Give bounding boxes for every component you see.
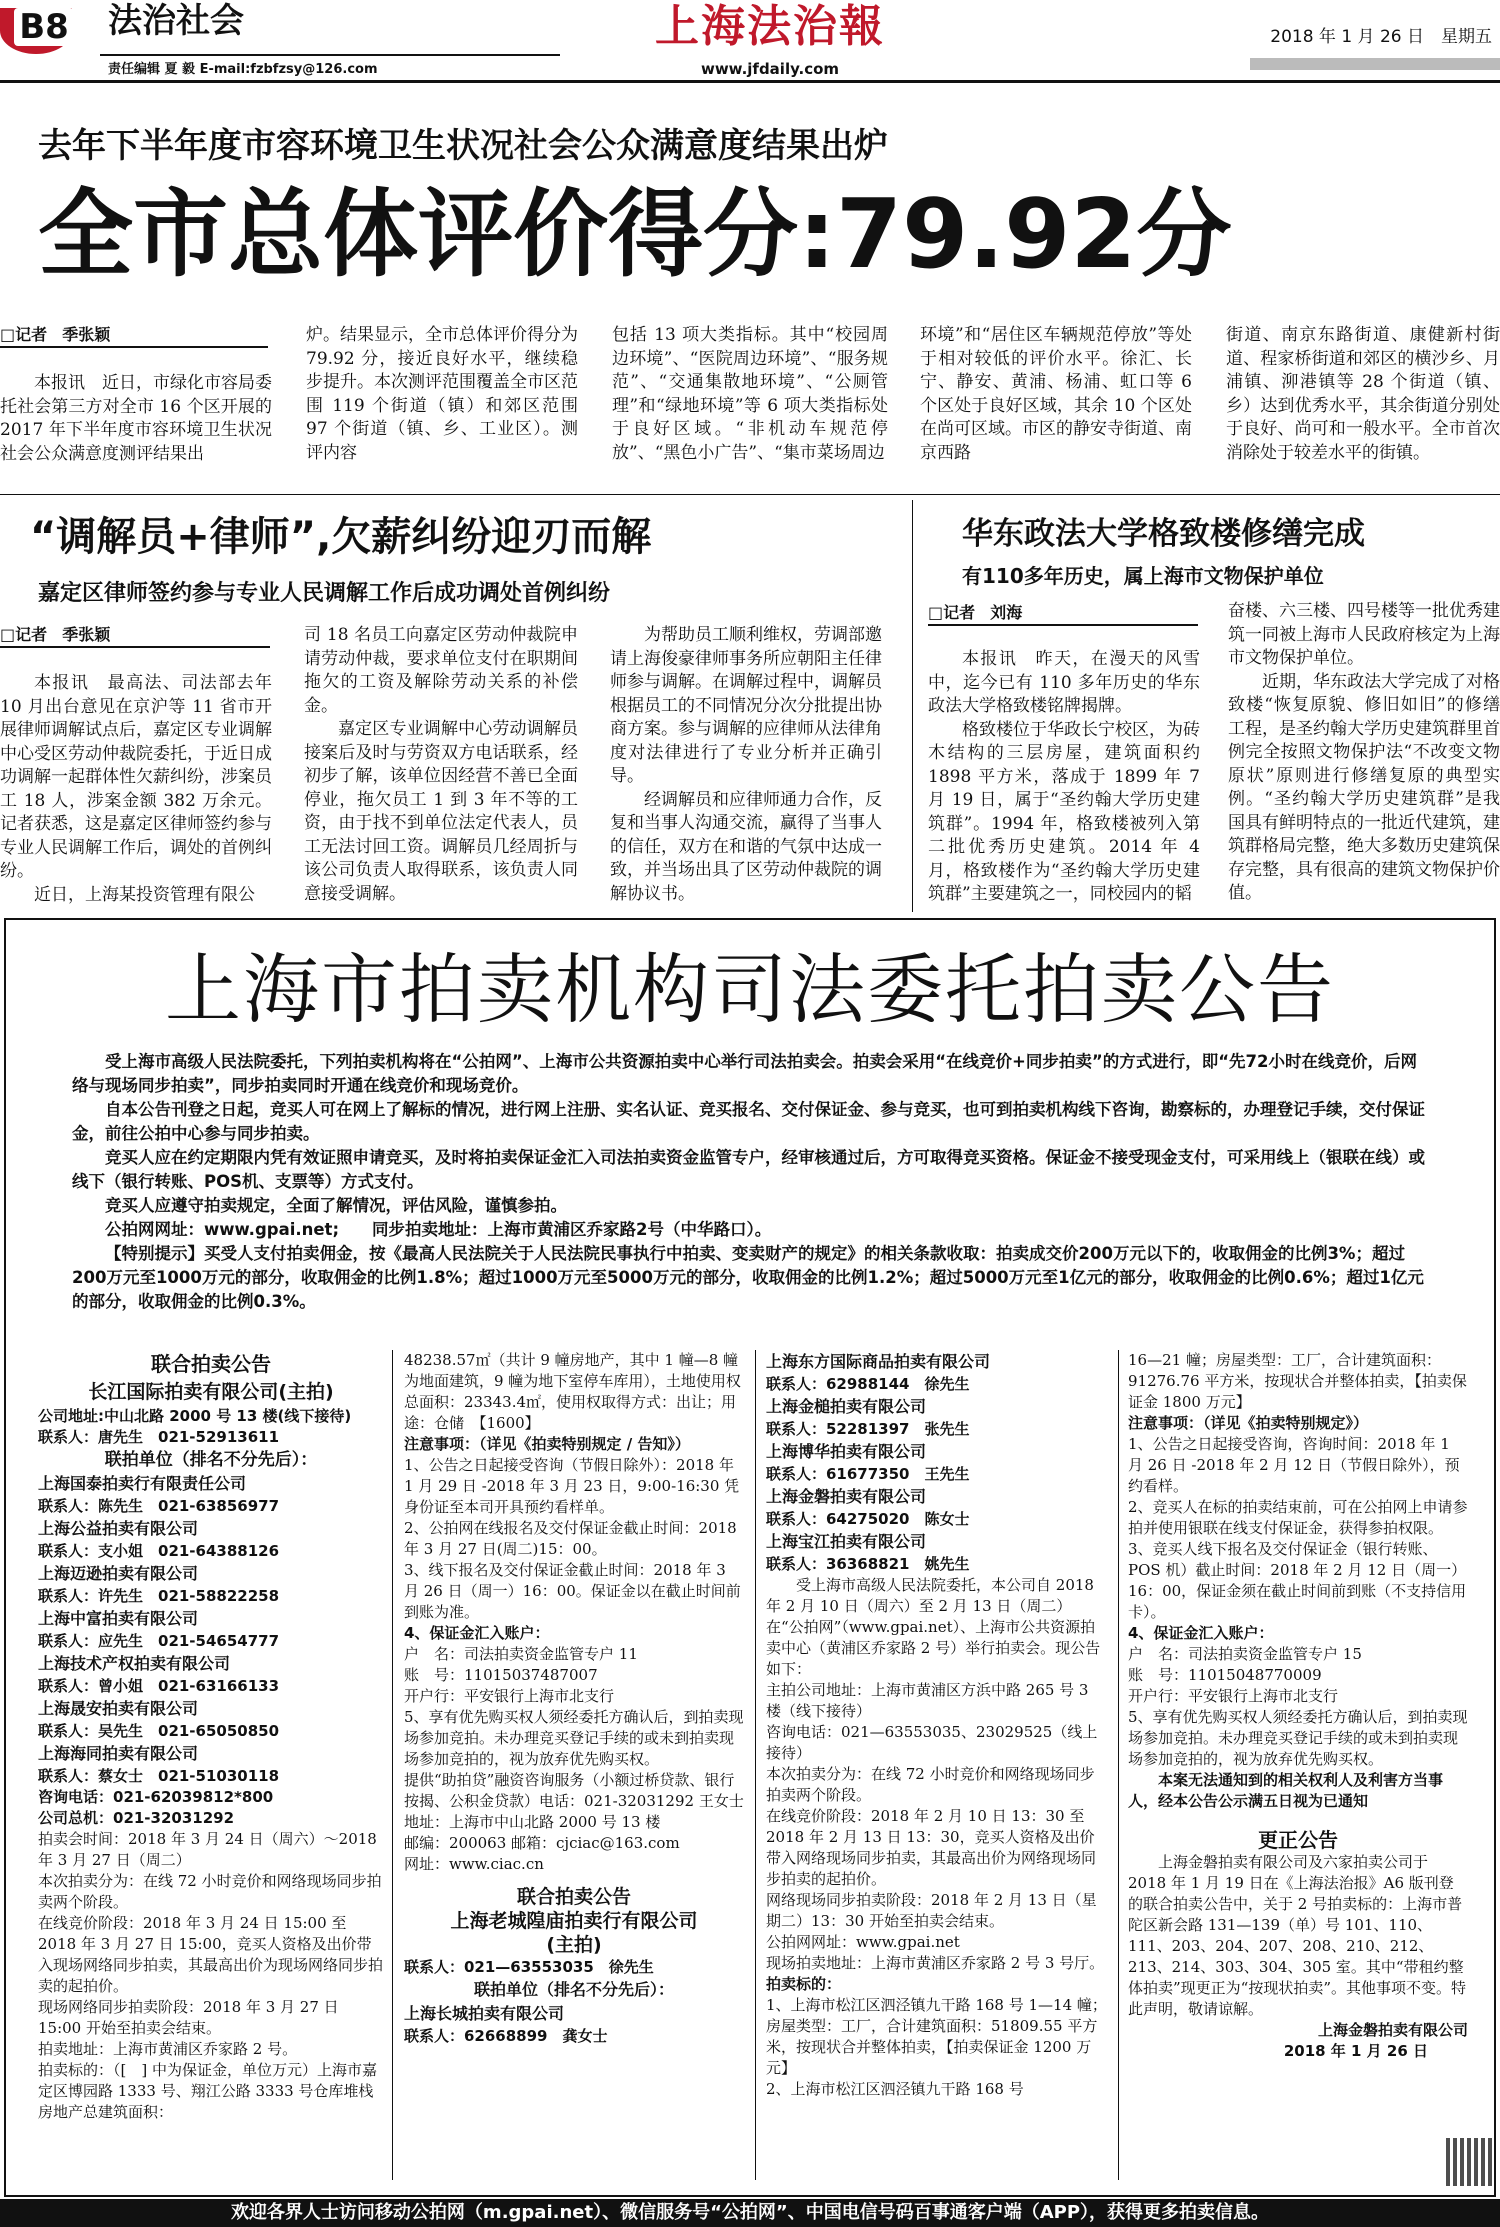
auction-firm-contact: 联系人：许先生 021-58822258 [38,1587,280,1605]
notice-title: 上海市拍卖机构司法委托拍卖公告 [165,945,1335,1034]
auction-firm-contact: 联系人：曾小姐 021-63166133 [38,1677,280,1695]
reporter-label: □记者 [928,603,976,622]
section-name: 法治社会 [108,1,244,41]
auction-firm-name: 上海晟安拍卖有限公司 [38,1699,199,1718]
auction-col4: 16—21 幢；房屋类型：工厂，合计建筑面积：91276.76 平方米，按现状合并整体拍卖，【拍卖保证金 1800 万元】 注意事项：（详见《拍卖特别规定》） 1、公告之日起接受咨询，咨询时间：2018 年 1 月 26 日 -2018 年 2 月 12 日（节假日除外），预约看样。 2、竞买人在标的拍卖结束前，可在公拍网上申请参拍并使用银联在线支付保证金，获得参拍权限。 3、竞买人线下报名及交付保证金（银行转账、POS 机）截止时间：2018 年 2 月 12 日（周一）16：00，保证金须在截止时间前到账（不支持信用卡）。 4、保证金汇入账户： 户 名：司法拍卖资金监管专户 15 账 号：11015048770009 开户行：平安银行上海市北支行 5、享有优先购买权人须经委托方确认后，到拍卖现场参加竞拍。未办理竞买登记手续的或未到拍卖现场参加竞拍的，视为放弃优先购买权。 本案无法通知到的相关权利人及利害方当事人，经本公告公示满五日视为已通知 更正公告 上海金磐拍卖有限公司及六家拍卖公司于 2018 年 1 月 19 日在《上海法治报》A6 版刊登的联合拍卖公告中，关于 2 号拍卖标的：上海市普陀区新会路 131—139（单）号 101、110、111、203、204、207、208、210、212、213、214、303、304、305 室。其中“带租约整体拍卖”现更正为“按现状拍卖”。其他事项不变。特此声明，敬请谅解。 上海金磐拍卖有限公司 2018 年 1 月 26 日 [1128,1351,1468,2060]
auction-firm-contact: 联系人：61677350 王先生 [766,1465,970,1483]
masthead-rule [100,54,560,56]
editor-line: 责任编辑 夏 毅 E-mail:fzbfzsy@126.com [108,62,378,77]
auction-firm-contact: 联系人：支小姐 021-64388126 [38,1542,280,1560]
auction-col2: 48238.57㎡（共计 9 幢房地产，其中 1 幢—8 幢为地面建筑，9 幢为地下室停车库用），土地使用权总面积：23343.4㎡，使用权取得方式：出让；用途：仓储 【1600】 注意事项：（详见《拍卖特别规定 / 告知》） 1、公告之日起接受咨询（节假日除外）：2018 年 1 月 29 日 -2018 年 3 月 23 日，9:00-16:30 凭身份证至本司开具预约看样单。 2、公拍网在线报名及交付保证金截止时间：2018 年 3 月 27 日(周二)15：00。 3、线下报名及交付保证金截止时间：2018 年 3 月 26 日（周一）16：00。保证金以在截止时间前到账为准。 4、保证金汇入账户： 户 名：司法拍卖资金监管专户 11 账 号：11015037487007 开户行：平安银行上海市北支行 5、享有优先购买权人须经委托方确认后，到拍卖现场参加竞拍。未办理竞买登记手续的或未到拍卖现场参加竞拍的，视为放弃优先购买权。 提供“助拍贷”融资咨询服务（小额过桥贷款、银行按揭、公积金贷款）电话：021-32031292 王女士 地址：上海市中山北路 2000 号 13 楼 邮编：200063 邮箱：cjciac@163.com 网址：www.ciac.cn 联合拍卖公告 上海老城隍庙拍卖行有限公司 (主拍) 联系人：021—63553035 徐先生 联拍单位（排名不分先后）： 上海长城拍卖有限公司 联系人：62668899 龚女士 [404,1351,744,2045]
auction-firm-contact: 联系人：应先生 021-54654777 [38,1632,280,1650]
article2-subhead: 嘉定区律师签约参与专业人民调解工作后成功调处首例纠纷 [38,581,611,606]
article3-col2: 奋楼、六三楼、四号楼等一批优秀建筑一同被上海市人民政府核定为上海市文物保护单位。 近期，华东政法大学完成了对格致楼“恢复原貌、修旧如旧”的修缮工程，是圣约翰大学历史建筑群里首例完全按照文物保护法“不改变文物原状”原则进行修缮复原的典型实例。“圣约翰大学历史建筑群”是我国具有鲜明特点的一批近代建筑，建筑群格局完整，绝大多数历史建筑保存完整，具有很高的建筑文物保护价值。 [1228,601,1500,903]
auction-firm-name: 上海公益拍卖有限公司 [38,1519,199,1538]
auction-firm-contact: 联系人：64275020 陈女士 [766,1510,970,1528]
auction-firm-name: 上海迈逊拍卖有限公司 [38,1564,199,1583]
website: www.jfdaily.com [700,60,840,78]
section-badge-label: B8 [14,8,74,46]
masthead-gray-rule [1250,58,1500,70]
article1-col3: 包括 13 项大类指标。其中“校园周边环境”、“医院周边环境”、“服务规范”、“交通集散地环境”、“公厕管理”和“绿地环境”等 6 项大类指标处于良好区域。“非机动车规范停放”、“黑色小广告”、“集市菜场周边 [612,325,888,463]
paper-name: 上海法治報 [655,1,885,52]
article3-col1: 本报讯 昨天，在漫天的风雪中，迄今已有 110 多年历史的华东政法大学格致楼铭牌揭牌。 格致楼位于华政长宁校区，为砖木结构的三层房屋，建筑面积约 1898 平方米，落成于 1899 年 7 月 19 日，属于“圣约翰大学历史建筑群”。1994 年，格致楼被列入第二批优秀历史建筑。2014 年 4 月，格致楼作为“圣约翰大学历史建筑群”主要建筑之一，同校园内的韬 [928,649,1200,904]
masthead-bottom-rule [0,80,1500,83]
auction-firm-name: 上海技术产权拍卖有限公司 [38,1654,231,1673]
auction-col1: 联合拍卖公告 长江国际拍卖有限公司(主拍) 公司地址:中山北路 2000 号 13 楼(线下接待) 联系人：唐先生 021-52913611 联拍单位（排名不分先后）： 上海国泰拍卖行有限责任公司 联系人：陈先生 021-63856977 上海公益拍卖有限公司 联系人：支小姐 021-64388126 上海迈逊拍卖有限公司 联系人：许先生 021-58822258 上海中富拍卖有限公司 联系人：应先生 021-54654777 上海技术产权拍卖有限公司 联系人：曾小姐 021-63166133 上海晟安拍卖有限公司 联系人：吴先生 021-65050850 上海海同拍卖有限公司 联系人：蔡女士 021-51030118 咨询电话：021-62039812*800 公司总机：021-32031292 拍卖会时间：2018 年 3 月 24 日（周六）～2018 年 3 月 27 日（周二） 本次拍卖分为：在线 72 小时竞价和网络现场同步拍卖两个阶段。 在线竞价阶段：2018 年 3 月 24 日 15:00 至 2018 年 3 月 27 日 15:00，竞买人资格及出价带入现场网络同步拍卖，其最高出价为现场网络同步拍卖的起拍价。 现场网络同步拍卖阶段：2018 年 3 月 27 日 15:00 开始至拍卖会结束。 拍卖地址：上海市黄浦区乔家路 2 号。 拍卖标的：（[ ] 中为保证金，单位万元）上海市嘉定区博园路 1333 号、翔江公路 3333 号仓库堆栈房地产总建筑面积： [38,1352,384,2121]
auction-firm-contact: 联系人：蔡女士 021-51030118 [38,1767,280,1785]
article2-col1: 本报讯 最高法、司法部去年 10 月出台意见在京沪等 11 省市开展律师调解试点后，嘉定区专业调解中心受区劳动仲裁院委托，于近日成功调解一起群体性欠薪纠纷，涉案员工 18 人，涉案金额 382 万余元。记者获悉，这是嘉定区律师签约参与专业人民调解工作后，调处的首例纠纷。 近日，上海某投资管理有限公 [0,673,272,905]
auction-firm-name: 上海金槌拍卖有限公司 [766,1397,927,1416]
reporter-name: 刘海 [990,603,1023,622]
reporter-label: □记者 [0,625,48,644]
issue-date: 2018 年 1 月 26 日 星期五 [1270,27,1492,47]
article1-kicker: 去年下半年度市容环境卫生状况社会公众满意度结果出炉 [38,126,888,166]
article2-headline: “调解员+律师”,欠薪纠纷迎刃而解 [30,514,652,560]
auction-col3: 上海东方国际商品拍卖有限公司 联系人：62988144 徐先生 上海金槌拍卖有限公司 联系人：52281397 张先生 上海博华拍卖有限公司 联系人：61677350 王先生 上海金磐拍卖有限公司 联系人：64275020 陈女士 上海宝江拍卖有限公司 联系人：36368821 姚先生 受上海市高级人民法院委托，本公司自 2018 年 2 月 10 日（周六）至 2 月 13 日（周二）在“公拍网”（www.gpai.net）、上海市公共资源拍卖中心（黄浦区乔家路 2 号）举行拍卖会。现公告如下： 主拍公司地址：上海市黄浦区方浜中路 265 号 3 楼（线下接待） 咨询电话：021—63553035、23029525（线上接待） 本次拍卖分为：在线 72 小时竞价和网络现场同步拍卖两个阶段。 在线竞价阶段：2018 年 2 月 10 日 13：30 至 2018 年 2 月 13 日 13：30，竞买人资格及出价带入网络现场同步拍卖，其最高出价为网络现场同步拍卖的起拍价。 网络现场同步拍卖阶段：2018 年 2 月 13 日（星期二）13：30 开始至拍卖会结束。 公拍网网址：www.gpai.net 现场拍卖地址：上海市黄浦区乔家路 2 号 3 号厅。 拍卖标的： 1、上海市松江区泗泾镇九干路 168 号 1—14 幢；房屋类型：工厂，合计建筑面积：51809.55 平方米，按现状合并整体拍卖，【拍卖保证金 1200 万元】 2、上海市松江区泗泾镇九干路 168 号 [766,1352,1107,2098]
article1-byline [0,322,268,348]
article1-col5: 街道、南京东路街道、康健新村街道、程家桥街道和郊区的横沙乡、月浦镇、泖港镇等 28 个街道（镇、乡）达到优秀水平，其余街道分别处于良好、尚可和一般水平。全市首次消除处于较差水平的街镇。 [1226,325,1500,463]
reporter-label: □记者 [0,325,48,344]
article3-subhead: 有110多年历史，属上海市文物保护单位 [962,564,1324,588]
reporter-name: 季张颖 [62,325,111,344]
column-rule [392,1350,393,2180]
column-divider [912,500,913,912]
article1-col1: 本报讯 近日，市绿化市容局委托社会第三方对全市 16 个区开展的 2017 年下半年度市容环境卫生状况社会公众满意度测评结果出 [0,373,272,464]
auction-firm-contact: 联系人：62988144 徐先生 [766,1375,970,1393]
article1-headline: 全市总体评价得分:79.92分 [38,180,1232,290]
auction-firm-contact: 联系人：陈先生 021-63856977 [38,1497,280,1515]
article3-headline: 华东政法大学格致楼修缮完成 [962,516,1365,552]
article3-byline [928,600,1198,626]
auction-firm-contact: 联系人：36368821 姚先生 [766,1555,970,1573]
auction-firm-name: 上海宝江拍卖有限公司 [766,1532,927,1551]
auction-firm-name: 上海金磐拍卖有限公司 [766,1487,927,1506]
column-rule [755,1350,756,2180]
auction-firm-name: 上海东方国际商品拍卖有限公司 [766,1352,991,1371]
article2-col3: 为帮助员工顺利维权，劳调部邀请上海俊豪律师事务所应朝阳主任律师参与调解。在调解过程中，调解员根据员工的不同情况分次分批提出协商方案。参与调解的应律师从法律角度对法律进行了专业分析并正确引导。 经调解员和应律师通力合作，反复和当事人沟通交流，赢得了当事人的信任，双方在和谐的气氛中达成一致，并当场出具了区劳动仲裁院的调解协议书。 [610,625,882,904]
auction-firm-name: 上海海同拍卖有限公司 [38,1744,199,1763]
auction-firm-name: 上海博华拍卖有限公司 [766,1442,927,1461]
auction-firm-name: 上海中富拍卖有限公司 [38,1609,199,1628]
article2-byline [0,622,270,648]
auction-firm-contact: 联系人：52281397 张先生 [766,1420,970,1438]
column-rule [1118,1350,1119,2180]
notice-intro: 受上海市高级人民法院委托，下列拍卖机构将在“公拍网”、上海市公共资源拍卖中心举行司法拍卖会。拍卖会采用“在线竞价+同步拍卖”的方式进行，即“先72小时在线竞价，后网络与现场同步拍卖”，同步拍卖同时开通在线竞价和现场竞价。 自本公告刊登之日起，竞买人可在网上了解标的情况，进行网上注册、实名认证、竞买报名、交付保证金、参与竞买，也可到拍卖机构线下咨询，勘察标的，办理登记手续，交付保证金，前往公拍中心参与同步拍卖。 竞买人应在约定期限内凭有效证照申请竞买，及时将拍卖保证金汇入司法拍卖资金监管专户，经审核通过后，方可取得竞买资格。保证金不接受现金支付，可采用线上（银联在线）或线下（银行转账、POS机、支票等）方式支付。 竞买人应遵守拍卖规定，全面了解情况，评估风险，谨慎参拍。 公拍网网址：www.gpai.net; 同步拍卖地址：上海市黄浦区乔家路2号（中华路口）。 【特别提示】买受人支付拍卖佣金，按《最高人民法院关于人民法院民事执行中拍卖、变卖财产的规定》的相关条款收取：拍卖成交价200万元以下的，收取佣金的比例3%；超过200万元至1000万元的部分，收取佣金的比例1.8%；超过1000万元至5000万元的部分，收取佣金的比例1.2%；超过5000万元至1亿元的部分，收取佣金的比例0.6%；超过1亿元的部分，收取佣金的比例0.3%。 [72,1052,1425,1311]
article1-col4: 环境”和“居住区车辆规范停放”等处于相对较低的评价水平。徐汇、长宁、静安、黄浦、杨浦、虹口等 6 个区处于良好区域，其余 10 个区处在尚可区域。市区的静安寺街道、南京西路 [920,325,1192,463]
reporter-name: 季张颖 [62,625,111,644]
qr-code[interactable] [1446,2138,1494,2186]
article1-col2: 炉。结果显示，全市总体评价得分为 79.92 分，接近良好水平，继续稳步提升。本次测评范围覆盖全市区范围 119 个街道（镇）和郊区范围 97 个街道（镇、乡、工业区）。测评内容 [306,325,578,463]
section-divider [0,494,1500,495]
auction-firm-contact: 联系人：吴先生 021-65050850 [38,1722,280,1740]
article2-col2: 司 18 名员工向嘉定区劳动仲裁院申请劳动仲裁，要求单位支付在职期间拖欠的工资及解除劳动关系的补偿金。 嘉定区专业调解中心劳动调解员接案后及时与劳资双方电话联系，经初步了解，该单位因经营不善已全面停业，拖欠员工 1 到 3 年不等的工资，由于找不到单位法定代表人，员工无法讨回工资。调解员几经周折与该公司负责人取得联系，该负责人同意接受调解。 [304,625,578,904]
notice-footer: 欢迎各界人士访问移动公拍网（m.gpai.net）、微信服务号“公拍网”、中国电信号码百事通客户端（APP），获得更多拍卖信息。 [0,2199,1500,2227]
auction-firm-name: 上海国泰拍卖行有限责任公司 [38,1474,247,1493]
